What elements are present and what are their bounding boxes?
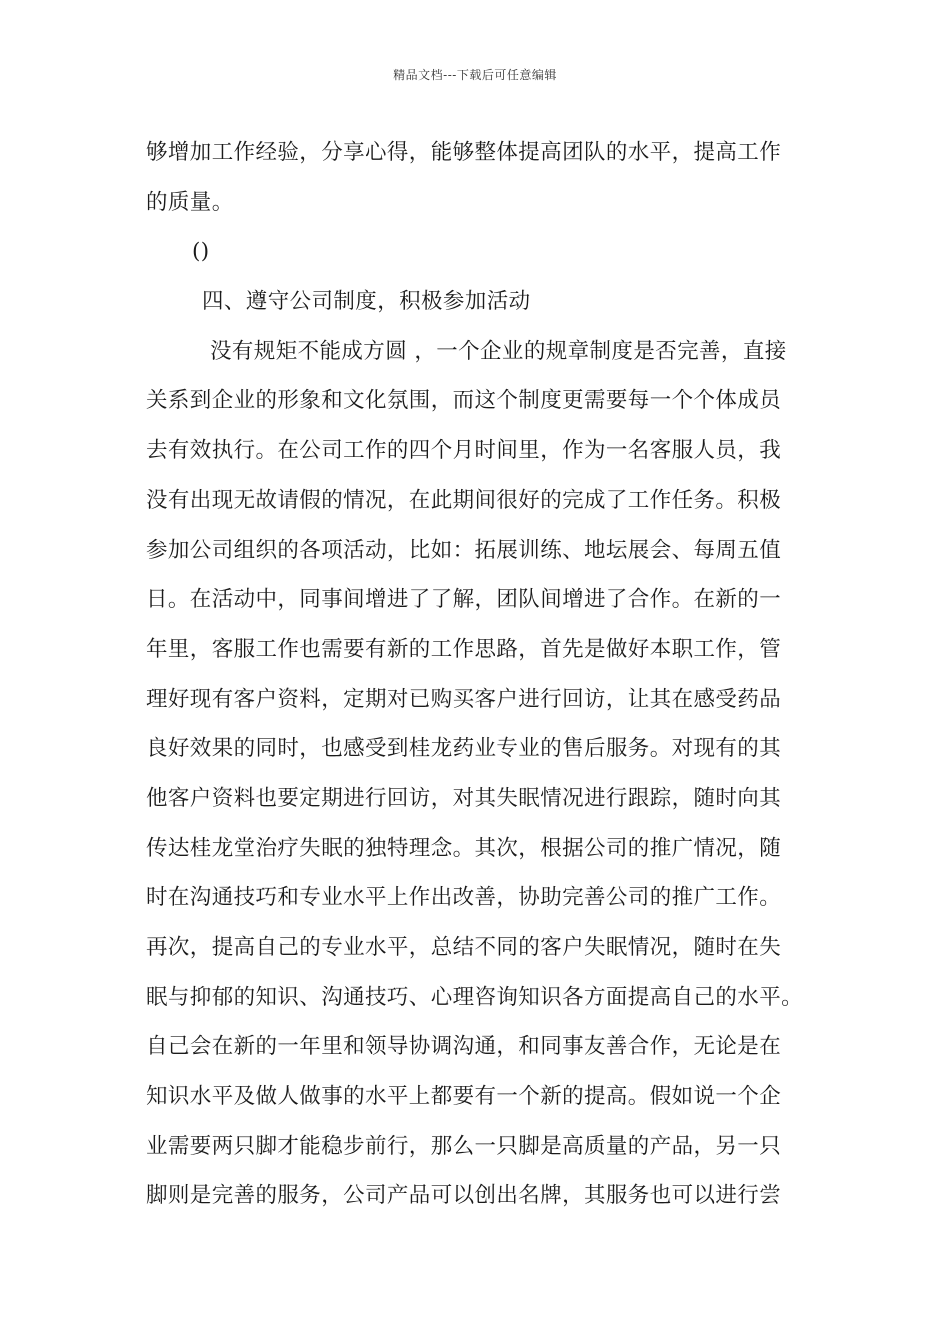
text-line: 眠与抑郁的知识、沟通技巧、心理咨询知识各方面提高自己的水平。 <box>146 984 804 1010</box>
text-line: 理好现有客户资料，定期对已购买客户进行回访，让其在感受药品 <box>146 686 782 712</box>
text-line: 没有出现无故请假的情况，在此期间很好的完成了工作任务。积极 <box>146 487 782 513</box>
text-line: 自己会在新的一年里和领导协调沟通，和同事友善合作，无论是在 <box>146 1034 782 1060</box>
text-line: 传达桂龙堂治疗失眠的独特理念。其次，根据公司的推广情况，随 <box>146 835 782 861</box>
text-line: 参加公司组织的各项活动，比如：拓展训练、地坛展会、每周五值 <box>146 537 782 563</box>
page-header: 精品文档---下载后可任意编辑 <box>393 68 557 82</box>
text-line: 知识水平及做人做事的水平上都要有一个新的提高。假如说一个企 <box>146 1084 782 1110</box>
text-line: 去有效执行。在公司工作的四个月时间里，作为一名客服人员，我 <box>146 438 782 464</box>
text-line: 脚则是完善的服务，公司产品可以创出名牌，其服务也可以进行尝 <box>146 1183 782 1209</box>
text-line: 再次，提高自己的专业水平，总结不同的客户失眠情况，随时在失 <box>146 935 782 960</box>
section-heading: 四、遵守公司制度，积极参加活动 <box>202 289 531 315</box>
text-line: 业需要两只脚才能稳步前行，那么一只脚是高质量的产品，另一只 <box>146 1133 782 1159</box>
text-line: 他客户资料也要定期进行回访，对其失眠情况进行跟踪，随时向其 <box>146 785 782 811</box>
text-line: 时在沟通技巧和专业水平上作出改善，协助完善公司的推广工作。 <box>146 885 782 911</box>
empty-parentheses: () <box>192 239 210 265</box>
document-body <box>146 128 816 1221</box>
paragraph-first-line: 没有规矩不能成方圆 ，一个企业的规章制度是否完善，直接 <box>210 338 787 364</box>
text-line: 年里，客服工作也需要有新的工作思路，首先是做好本职工作，管 <box>146 636 782 662</box>
text-line: 日。在活动中，同事间增进了了解，团队间增进了合作。在新的一 <box>146 587 782 613</box>
text-line: 的质量。 <box>146 189 234 215</box>
text-line: 够增加工作经验，分享心得，能够整体提高团队的水平，提高工作 <box>146 140 782 165</box>
text-line: 关系到企业的形象和文化氛围，而这个制度更需要每一个个体成员 <box>146 388 782 414</box>
text-line: 良好效果的同时，也感受到桂龙药业专业的售后服务。对现有的其 <box>146 736 782 762</box>
